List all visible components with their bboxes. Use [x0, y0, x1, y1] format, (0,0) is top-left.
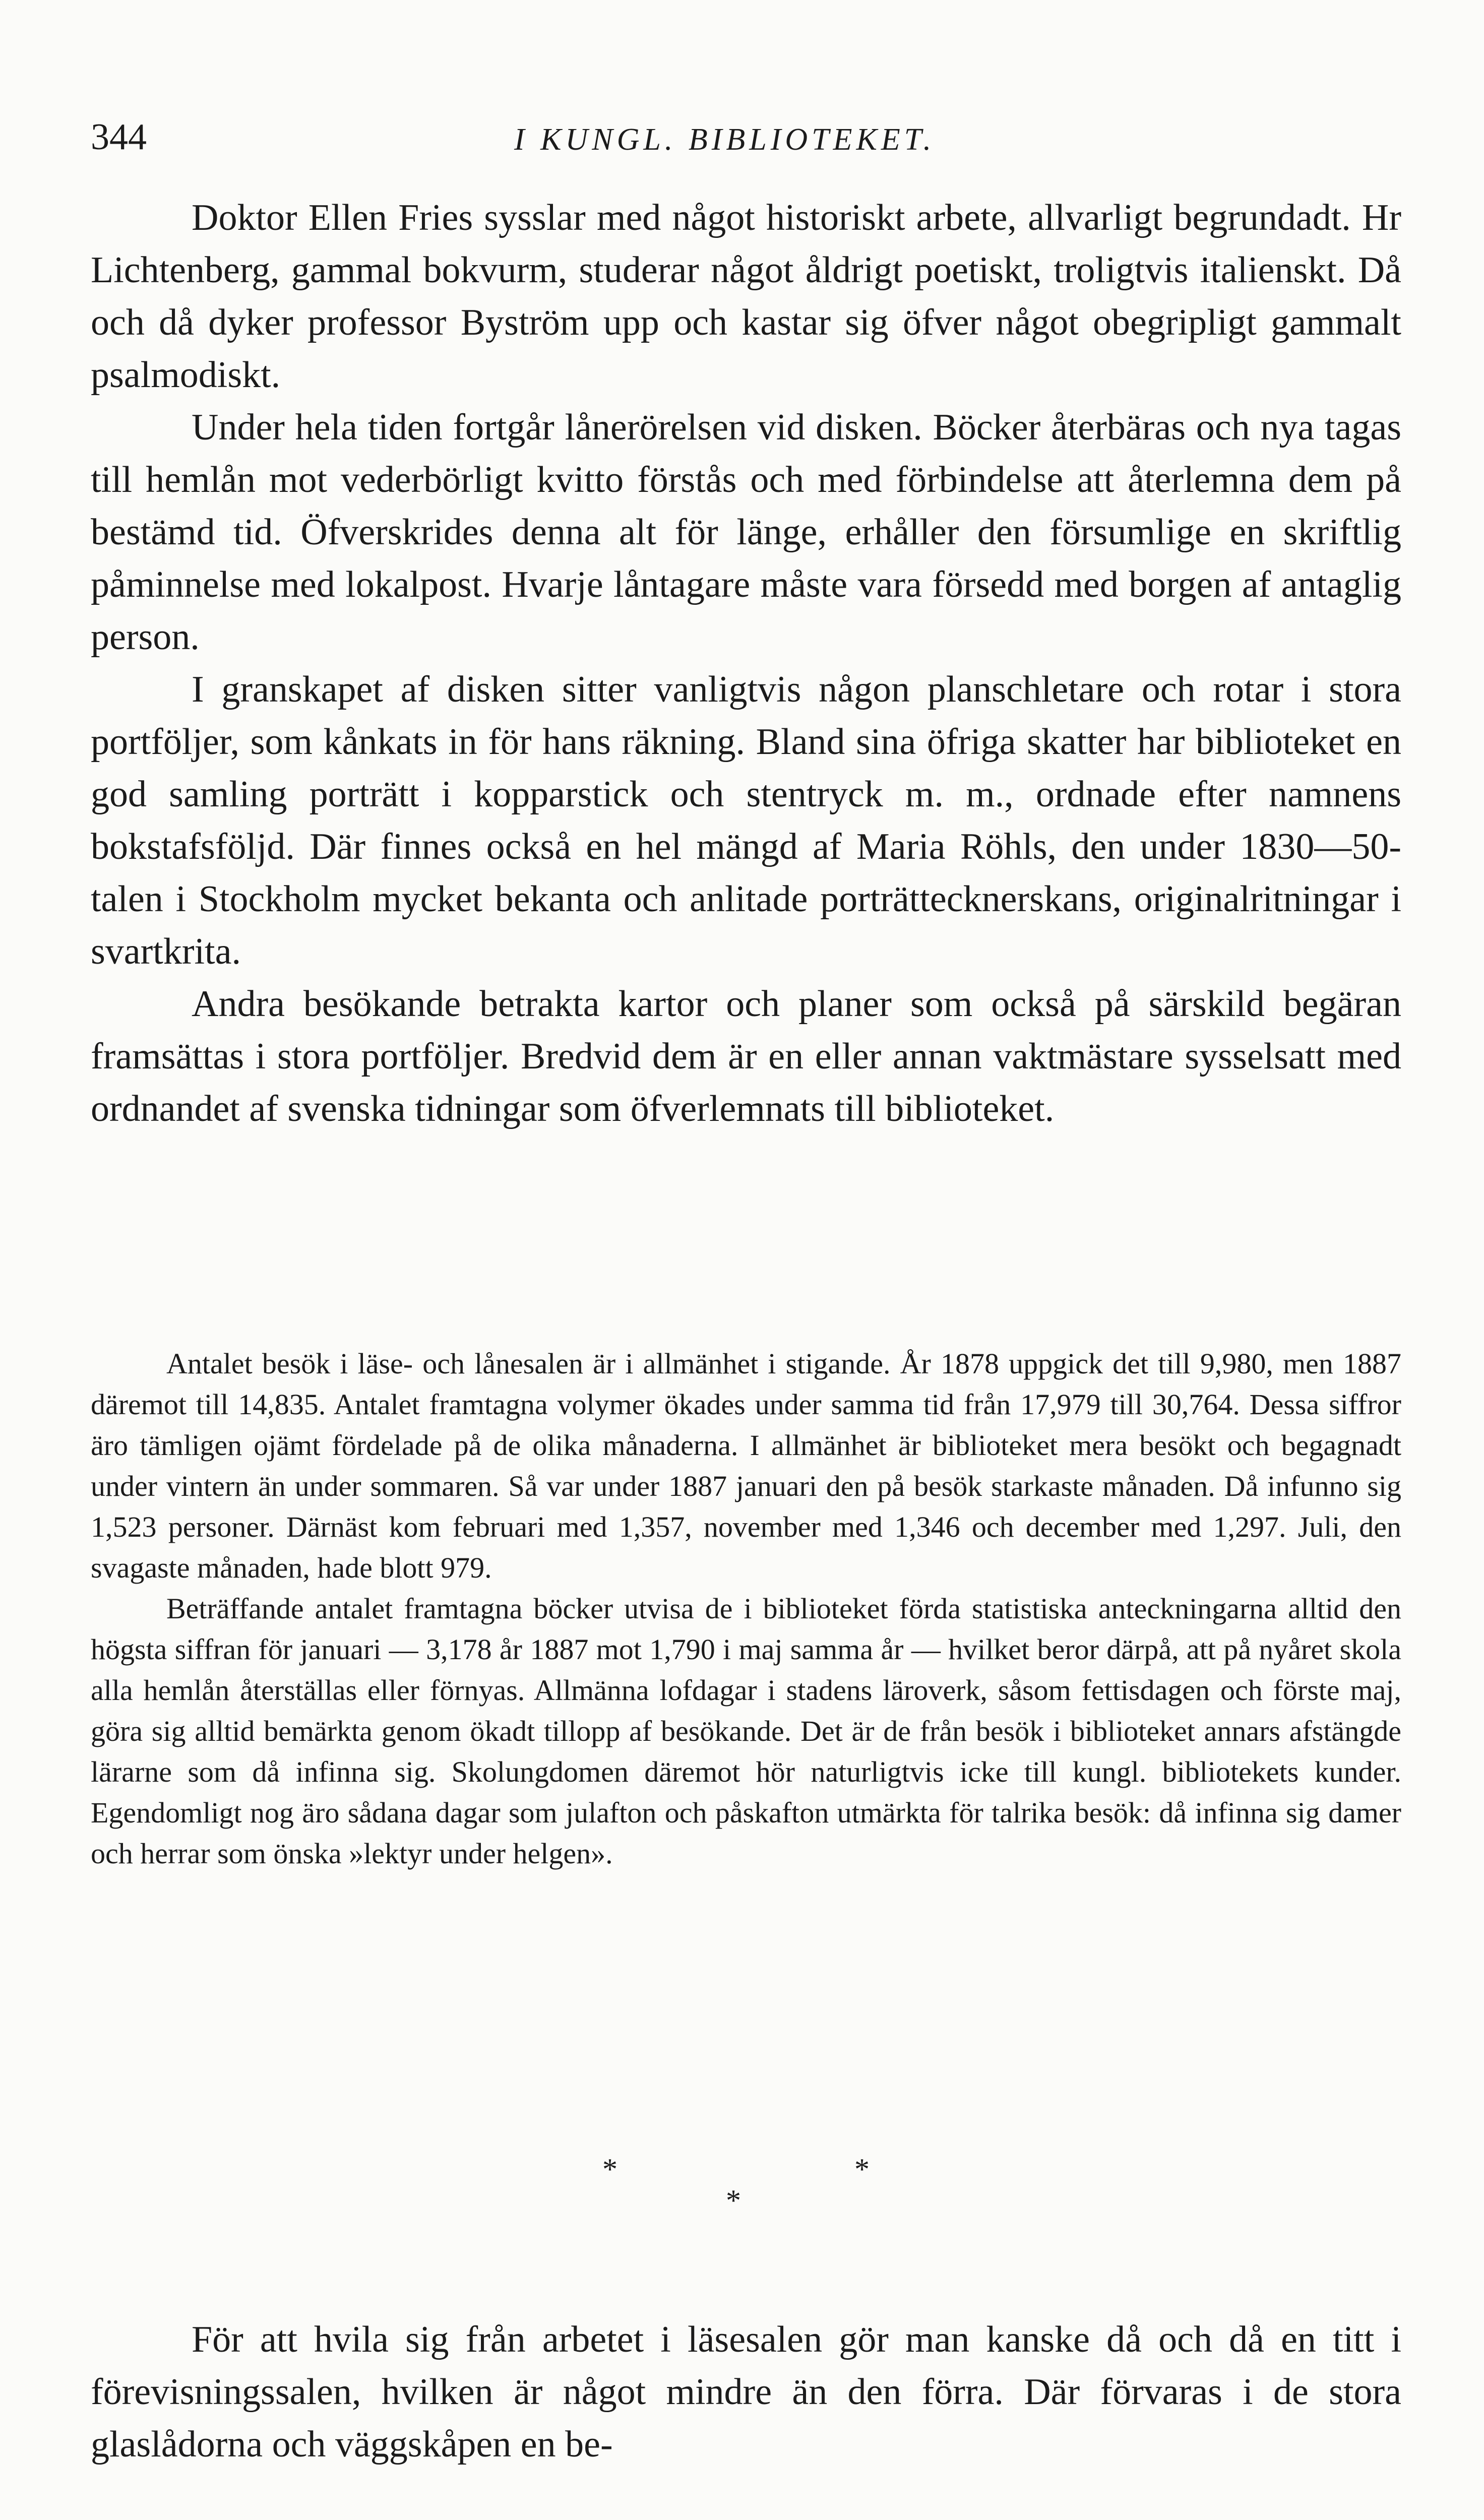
- closing-text: [91, 2313, 1401, 2471]
- page-header: [91, 116, 1401, 166]
- asterisk: *: [854, 2153, 870, 2186]
- asterisk: *: [726, 2184, 741, 2217]
- small-paragraph: Beträffande antalet framtagna böcker utvisa de i biblioteket förda statistiska anteckningarna alltid den högsta siffran för januari — 3,178 år 1887 mot 1,790 i maj samma år — hvilket beror därpå, att på nyåret skola alla hemlån återställas eller förnyas. Allmänna lofdagar i stadens läroverk, såsom fettisdagen och förste maj, göra sig alltid bemärkta genom ökadt tillopp af besökande. Det är de från besök i biblioteket annars afstängde lärarne som då infinna sig. Skolungdomen däremot hör naturligtvis icke till kungl. bibliotekets kunder. Egendomligt nog äro sådana dagar som julafton och påskafton utmärkta för talrika besök: då infinna sig damer och herrar som önska »lektyr under helgen».: [91, 1592, 1401, 1870]
- small-paragraph: Antalet besök i läse- och lånesalen är i allmänhet i stigande. År 1878 uppgick det till 9,980, men 1887 däremot till 14,835. Antalet framtagna volymer ökades under samma tid från 17,979 till 30,764. Dessa siffror äro tämligen ojämt fördelade på de olika månaderna. I allmänhet är biblioteket mera besökt och begagnadt under vintern än under sommaren. Så var under 1887 januari den på besök starkaste månaden. Då infunno sig 1,523 personer. Därnäst kom februari med 1,357, november med 1,346 och december med 1,297. Juli, den svagaste månaden, hade blott 979.: [91, 1347, 1401, 1584]
- page-number: 344: [91, 116, 147, 158]
- paragraph: I granskapet af disken sitter vanligtvis någon planschletare och rotar i stora portföljer, som kånkats in för hans räkning. Bland sina öfriga skatter har biblioteket en god samling porträtt i kopparstick och stentryck m. m., ordnade efter namnens bokstafsföljd. Där finnes också en hel mängd af Maria Röhls, den under 1830—50-talen i Stockholm mycket bekanta och anlitade porträttecknerskans, originalritningar i svartkrita.: [91, 669, 1401, 972]
- asterisk: *: [602, 2153, 617, 2186]
- running-title: I KUNGL. BIBLIOTEKET.: [514, 122, 936, 157]
- paragraph: Under hela tiden fortgår lånerörelsen vid disken. Böcker återbäras och nya tagas till hemlån mot vederbörligt kvitto förstås och med förbindelse att återlemna dem på bestämd tid. Öfverskrides denna alt för länge, erhåller den försumlige en skriftlig påminnelse med lokalpost. Hvarje låntagare måste vara försedd med borgen af antaglig person.: [91, 407, 1401, 658]
- main-text: [91, 192, 1401, 1135]
- small-print-notes: [91, 1343, 1401, 1874]
- paragraph: Andra besökande betrakta kartor och planer som också på särskild begäran framsättas i stora portföljer. Bredvid dem är en eller annan vaktmästare sysselsatt med ordnandet af svenska tidningar som öfverlemnats till biblioteket.: [91, 983, 1401, 1129]
- paragraph: För att hvila sig från arbetet i läsesalen gör man kanske då och då en titt i förevisningssalen, hvilken är något mindre än den förra. Där förvaras i de stora glaslådorna och väggskåpen en be-: [91, 2319, 1401, 2465]
- paragraph: Doktor Ellen Fries sysslar med något historiskt arbete, allvarligt begrundadt. Hr Lichtenberg, gammal bokvurm, studerar något åldrigt poetiskt, troligtvis italienskt. Då och då dyker professor Byström upp och kastar sig öfver något obegripligt gammalt psalmodiskt.: [91, 197, 1401, 396]
- section-separator: [0, 2152, 1484, 2217]
